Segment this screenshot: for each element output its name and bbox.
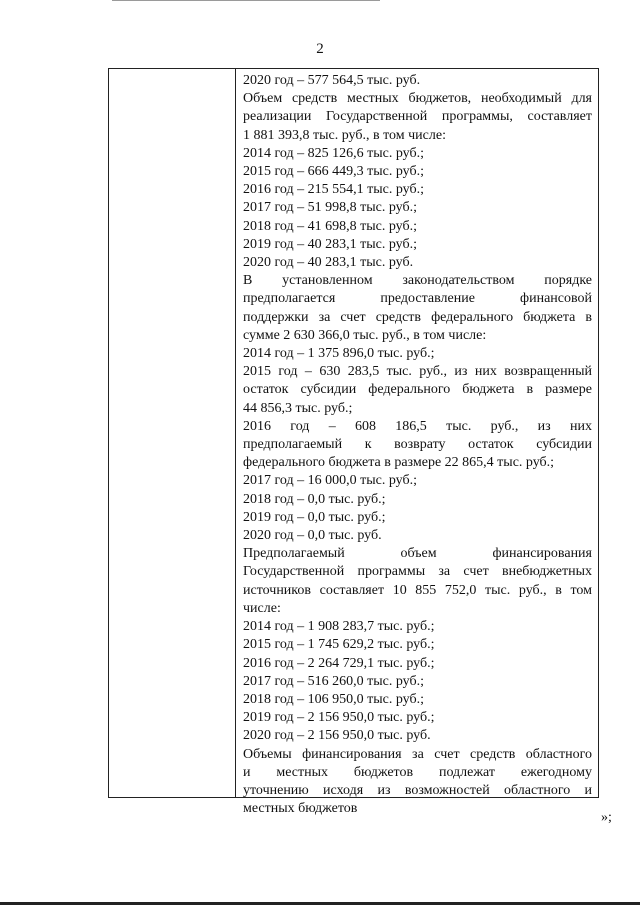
text-line: 2019 год – 40 283,1 тыс. руб.;: [243, 236, 417, 252]
closing-quote-mark: »;: [601, 810, 612, 825]
text-line: источников составляет 10 855 752,0 тыс. руб., в том: [243, 582, 592, 598]
text-line: 2019 год – 0,0 тыс. руб.;: [243, 509, 386, 525]
text-line: 2015 год – 630 283,5 тыс. руб., из них возвращенный: [243, 364, 592, 380]
text-line: 2015 год – 666 449,3 тыс. руб.;: [243, 164, 424, 180]
text-line: 2016 год – 608 186,5 тыс. руб., из них: [243, 418, 592, 434]
text-line: числе:: [243, 600, 281, 616]
text-line: 2014 год – 1 375 896,0 тыс. руб.;: [243, 346, 435, 362]
top-edge-rule: [112, 0, 380, 1]
text-line: сумме 2 630 366,0 тыс. руб., в том числе:: [243, 327, 487, 343]
right-cell-text: [243, 72, 592, 818]
text-line: 2017 год – 516 260,0 тыс. руб.;: [243, 673, 424, 689]
text-line: остаток субсидии федерального бюджета в размере: [243, 382, 592, 398]
text-line: 2020 год – 577 564,5 тыс. руб.: [243, 73, 421, 88]
text-line: 2020 год – 2 156 950,0 тыс. руб.: [243, 728, 431, 744]
text-line: 2018 год – 41 698,8 тыс. руб.;: [243, 218, 417, 234]
text-line: 2014 год – 825 126,6 тыс. руб.;: [243, 145, 424, 161]
text-line: 2017 год – 16 000,0 тыс. руб.;: [243, 473, 417, 489]
text-line: 2016 год – 2 264 729,1 тыс. руб.;: [243, 655, 435, 671]
text-line: Объем средств местных бюджетов, необходимый для: [243, 91, 592, 107]
text-line: 2015 год – 1 745 629,2 тыс. руб.;: [243, 637, 435, 653]
text-line: предполагается предоставление финансовой: [243, 291, 592, 307]
text-line: Предполагаемый объем финансирования: [243, 546, 592, 562]
column-divider: [235, 69, 236, 797]
text-line: 2018 год – 106 950,0 тыс. руб.;: [243, 691, 424, 707]
text-line: 2016 год – 215 554,1 тыс. руб.;: [243, 182, 424, 198]
text-line: реализации Государственной программы, составляет: [243, 109, 592, 125]
text-line: федерального бюджета в размере 22 865,4 тыс. руб.;: [243, 455, 555, 471]
text-line: местных бюджетов: [243, 801, 358, 817]
text-line: 1 881 393,8 тыс. руб., в том числе:: [243, 127, 446, 143]
text-line: Государственной программы за счет внебюджетных: [243, 564, 592, 580]
text-line: 2018 год – 0,0 тыс. руб.;: [243, 491, 386, 507]
text-line: 2017 год – 51 998,8 тыс. руб.;: [243, 200, 417, 216]
table-frame: [108, 68, 599, 817]
text-line: предполагаемый к возврату остаток субсидии: [243, 437, 592, 453]
text-line: 2019 год – 2 156 950,0 тыс. руб.;: [243, 710, 435, 726]
text-line: поддержки за счет средств федерального бюджета в: [243, 309, 592, 325]
text-line: В установленном законодательством порядке: [243, 273, 592, 289]
text-line: 2014 год – 1 908 283,7 тыс. руб.;: [243, 619, 435, 635]
text-line: уточнению исходя из возможностей областного и: [243, 782, 592, 798]
page-number: 2: [316, 41, 324, 57]
text-line: и местных бюджетов подлежат ежегодному: [243, 764, 592, 780]
text-line: 2020 год – 0,0 тыс. руб.: [243, 528, 382, 544]
text-line: 2020 год – 40 283,1 тыс. руб.: [243, 255, 414, 271]
text-line: Объемы финансирования за счет средств областного: [243, 746, 592, 762]
text-line: 44 856,3 тыс. руб.;: [243, 400, 353, 416]
